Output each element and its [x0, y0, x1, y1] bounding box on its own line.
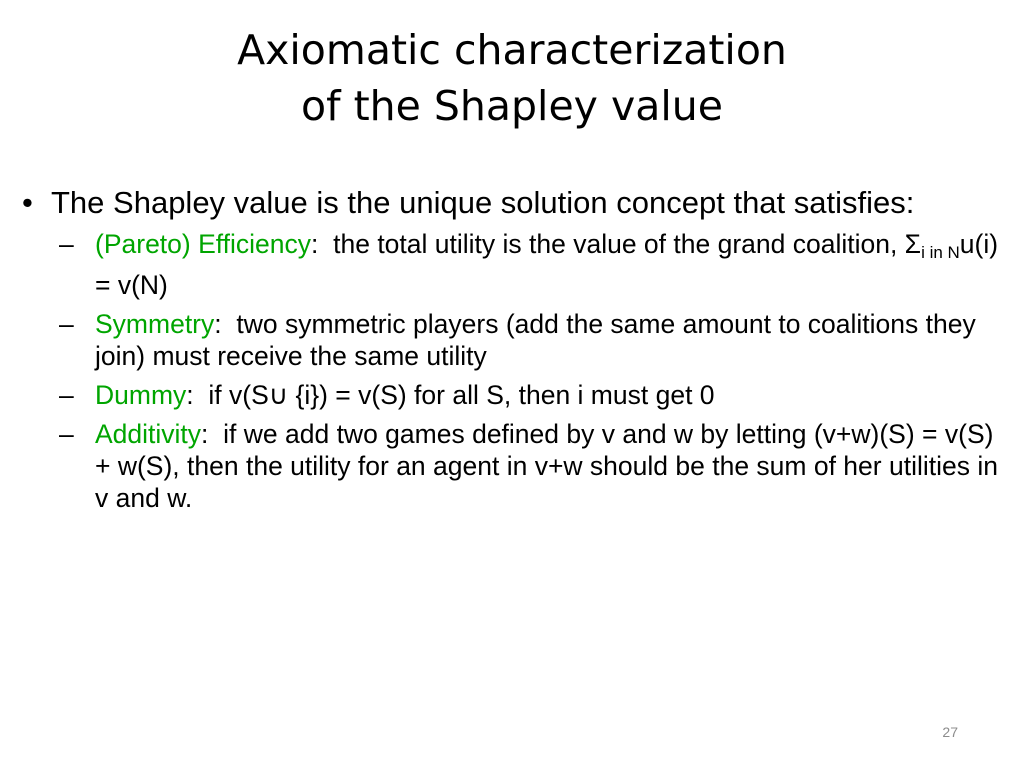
axiom-text: if v(S∪ {i}) = v(S) for all S, then i must get 0	[193, 380, 715, 410]
axiom-term: Dummy	[95, 380, 187, 410]
axiom-text: two symmetric players (add the same amount to coalitions they join) must receive the same utility	[95, 309, 984, 371]
axiom-separator: :	[186, 380, 194, 410]
dash-marker: –	[59, 229, 74, 259]
axiom-additivity	[59, 418, 1012, 514]
slide-title-line-1: Axiomatic characterization	[237, 26, 787, 74]
dash-marker: –	[59, 309, 74, 339]
main-bullet-text: The Shapley value is the unique solution concept that satisfies:	[51, 185, 915, 220]
axiom-dummy	[59, 379, 1012, 411]
axiom-term: Symmetry	[95, 309, 215, 339]
axiom-separator: :	[201, 419, 209, 449]
page-number: 27	[942, 724, 958, 740]
axiom-separator: :	[311, 229, 319, 259]
axiom-term: Additivity	[95, 419, 202, 449]
sum-subscript: i in N	[921, 243, 960, 262]
axiom-symmetry	[59, 308, 1012, 372]
axiom-text: if we add two games defined by v and w by letting (v+w)(S) = v(S) + w(S), then the utility for an agent in v+w should be the sum of her utilities in v and w.	[95, 419, 1006, 513]
slide-body	[22, 184, 1012, 521]
bullet-marker: •	[22, 185, 33, 220]
slide-title-line-2: of the Shapley value	[301, 82, 723, 130]
main-bullet	[22, 184, 1012, 222]
dash-marker: –	[59, 419, 74, 449]
axiom-term: (Pareto) Efficiency	[95, 229, 312, 259]
axiom-efficiency	[59, 228, 1012, 301]
axiom-text-end: u(i) = v(N)	[95, 229, 999, 300]
axiom-list	[22, 228, 1012, 514]
axiom-text: the total utility is the value of the grand coalition, Σ	[318, 229, 922, 259]
axiom-separator: :	[214, 309, 222, 339]
slide-title	[60, 22, 964, 134]
dash-marker: –	[59, 380, 74, 410]
